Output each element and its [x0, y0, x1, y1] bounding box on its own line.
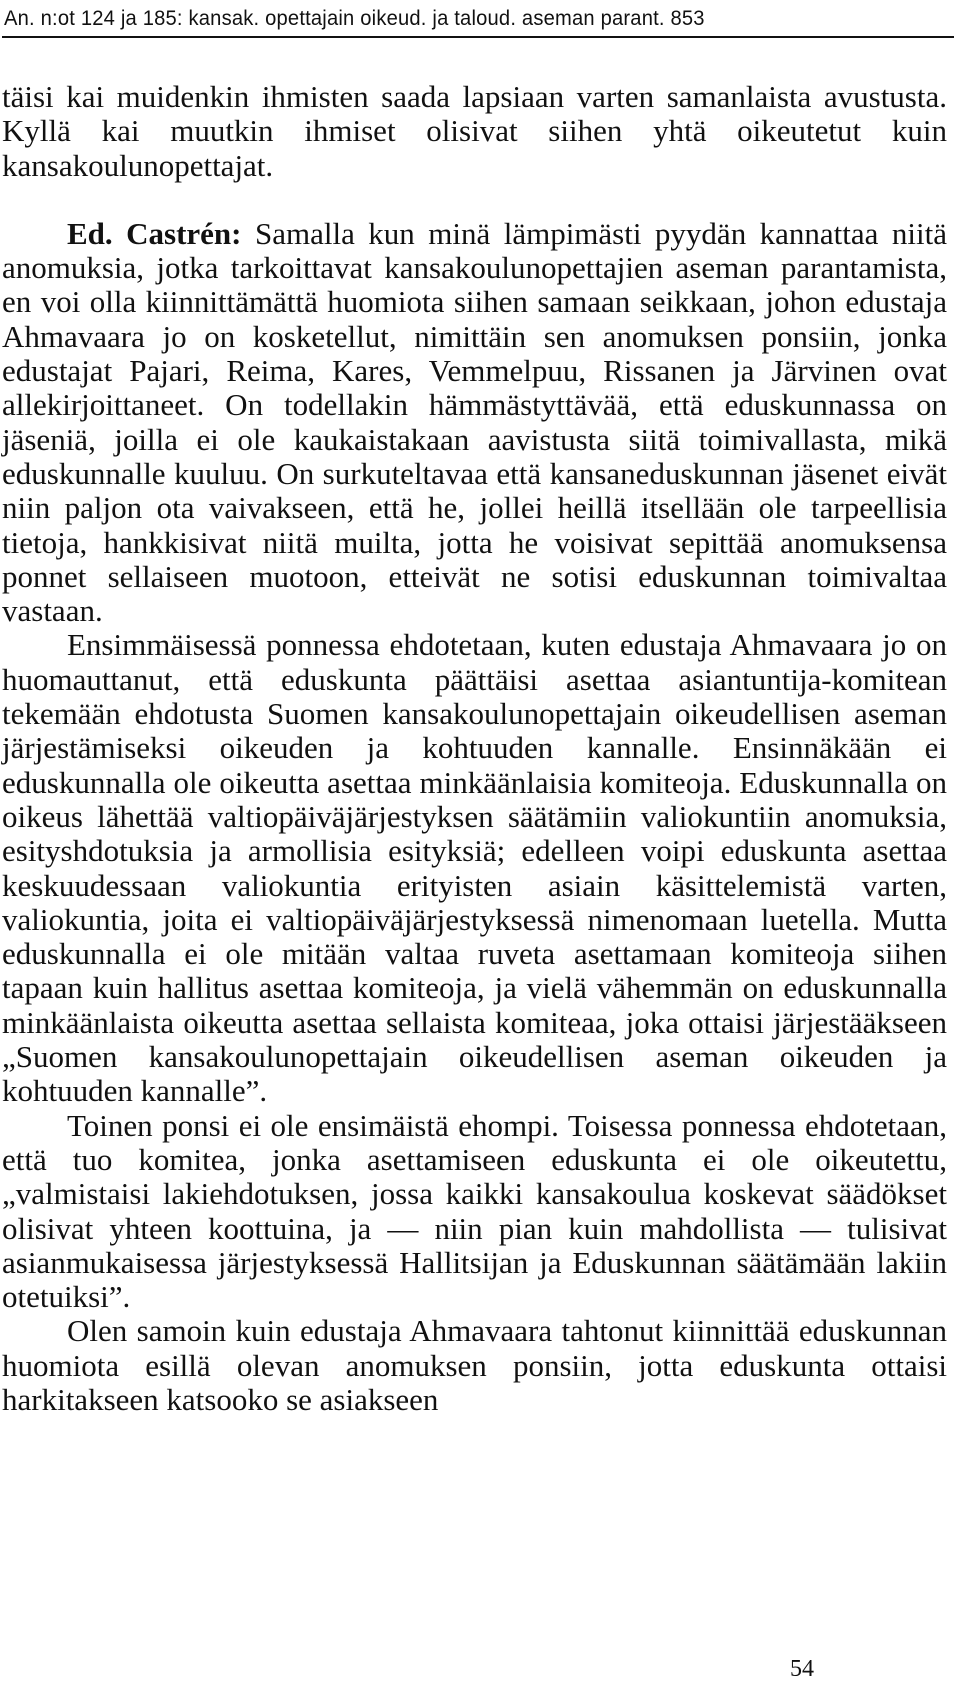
- paragraph-1: täisi kai muidenkin ihmisten saada lapsiaan varten samanlaista avustusta. Kyllä kai muutkin ihmiset olisivat siihen yhtä oikeutetut kuin kansakoulunopettajat.: [2, 79, 947, 183]
- running-head: An. n:ot 124 ja 185: kansak. opettajain oikeud. ja taloud. aseman parant. 853: [4, 7, 705, 30]
- paragraph-4: Toinen ponsi ei ole ensimäistä ehompi. Toisessa ponnessa ehdotetaan, että tuo komitea, jonka asettamiseen eduskunta ei ole oikeutettu, „valmistaisi lakiehdotuksen, jossa kaikki kansakoulua koskevat säädökset olisivat yhteen koottuina, ja — niin pian kuin mahdollista — tulisivat asianmukaisessa järjestyksessä Hallitsijan ja Eduskunnan säätämään lakiin otetuiksi”.: [2, 1107, 947, 1315]
- header-rule: [2, 36, 954, 38]
- body-text: [2, 80, 947, 1417]
- paragraph-2: [2, 217, 947, 629]
- page-number: 54: [790, 1656, 814, 1682]
- paragraph-5: Olen samoin kuin edustaja Ahmavaara tahtonut kiinnittää eduskunnan huomiota esillä olevan anomuksen ponsiin, jotta eduskunta ottaisi harkitakseen katsooko se asiakseen: [2, 1313, 947, 1417]
- speaker-name: Ed. Castrén:: [67, 215, 242, 251]
- paragraph-2-text: Samalla kun minä lämpimästi pyydän kannattaa niitä anomuksia, jotka tarkoittavat kansakoulunopettajien aseman parantamista, en voi olla kiinnittämättä huomiota siihen samaan seikkaan, johon edustaja Ahmavaara jo on kosketellut, nimittäin sen anomuksen ponsiin, jonka edustajat Pajari, Reima, Kares, Vemmelpuu, Rissanen ja Järvinen ovat allekirjoittaneet. On todellakin hämmästyttävää, että eduskunnassa on jäseniä, joilla ei ole kaukaistakaan aavistusta siitä toimivallasta, mikä eduskunnalle kuuluu. On surkuteltavaa että kansaneduskunnan jäsenet eivät niin paljon ota vaivakseen, että he, jollei heillä itsellään ole tarpeellisia tietoja, hankkisivat niitä muilta, jotta he voisivat sepittää anomuksensa ponnet sellaiseen muotoon, etteivät ne sotisi eduskunnan toimivaltaa vastaan.: [2, 215, 947, 629]
- paragraph-3: Ensimmäisessä ponnessa ehdotetaan, kuten edustaja Ahmavaara jo on huomauttanut, että eduskunta päättäisi asettaa asiantuntija-komitean tekemään ehdotusta Suomen kansakoulunopettajain oikeudellisen aseman järjestämiseksi oikeuden ja kohtuuden kannalle. Ensinnäkään ei eduskunnalla ole oikeutta asettaa minkäänlaisia komiteoja. Eduskunnalla on oikeus lähettää valtiopäiväjärjestyksen säätämiin valiokuntiin anomuksia, esityshdotuksia ja armollisia esityksiä; edelleen voipi eduskunta asettaa keskuudessaan valiokuntia erityisten asiain käsittelemistä varten, valiokuntia, joita ei valtiopäiväjärjestyksessä nimenomaan luetella. Mutta eduskunnalla ei ole mitään valtaa ruveta asettamaan komiteoja siihen tapaan kuin hallitus asettaa komiteoja, ja vielä vähemmän on eduskunnalla minkäänlaista oikeutta asettaa sellaista komiteaa, joka ottaisi järjestääkseen „Suomen kansakoulunopettajain oikeudellisen aseman oikeuden ja kohtuuden kannalle”.: [2, 627, 947, 1109]
